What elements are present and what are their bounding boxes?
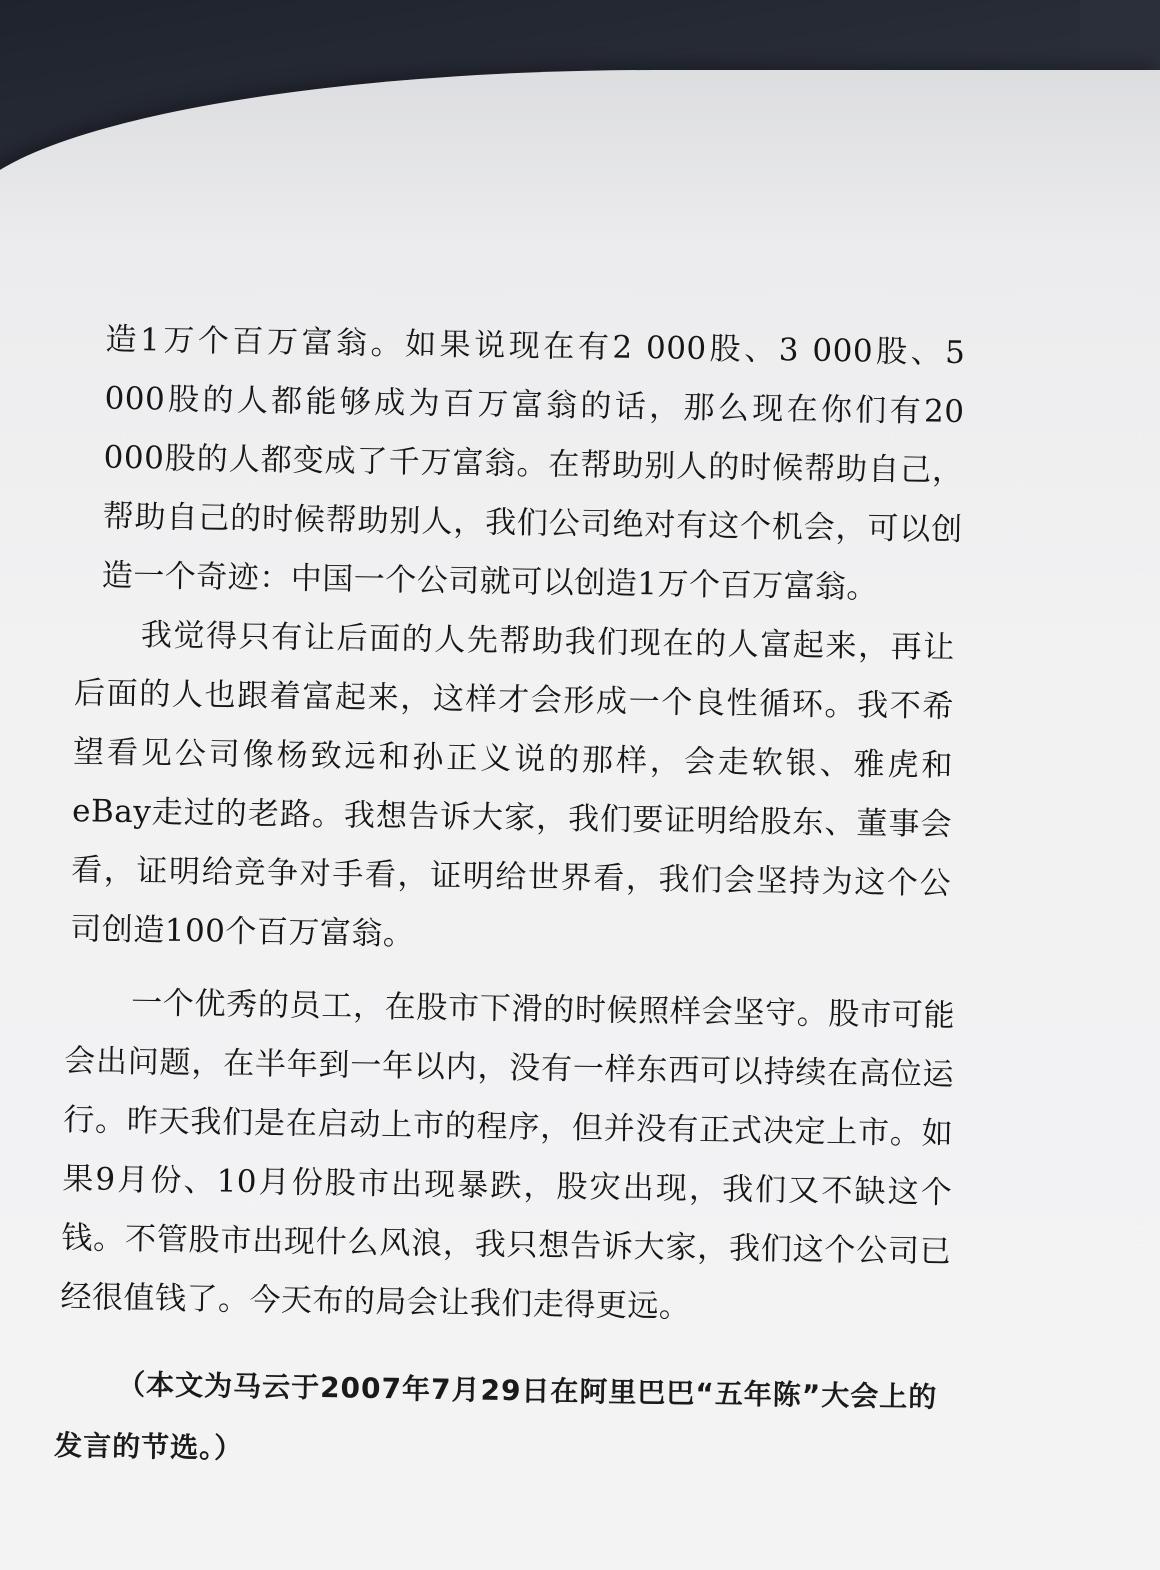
page-text-block	[51, 310, 970, 1519]
paragraph-3: 一个优秀的员工，在股市下滑的时候照样会坚守。股市可能会出问题，在半年到一年以内，没有一样东西可以持续在高位运行。昨天我们是在启动上市的程序，但并没有正式决定上市。如果9月份、10月份股市出现暴跌，股灾出现，我们又不缺这个钱。不管股市出现什么风浪，我只想告诉大家，我们这个公司已经很值钱了。今天布的局会让我们走得更远。	[60, 985, 956, 1325]
paragraph-2: 我觉得只有让后面的人先帮助我们现在的人富起来，再让后面的人也跟着富起来，这样才会形成一个良性循环。我不希望看见公司像杨致远和孙正义说的那样，会走软银、雅虎和eBay走过的老路。我想告诉大家，我们要证明给股东、董事会看，证明给竞争对手看，证明给世界看，我们会坚持为这个公司创造100个百万富翁。	[69, 617, 956, 953]
paragraph-1: 造1万个百万富翁。如果说现在有2 000股、3 000股、5 000股的人都能够成为百万富翁的话，那么现在你们有20 000股的人都变成了千万富翁。在帮助别人的时候帮助自己，帮助自己的时候帮助别人，我们公司绝对有这个机会，可以创造一个奇迹：中国一个公司就可以创造1万个百万富翁。	[101, 321, 966, 606]
source-note: （本文为马云于2007年7月29日在阿里巴巴“五年陈”大会上的发言的节选。）	[53, 1367, 938, 1465]
